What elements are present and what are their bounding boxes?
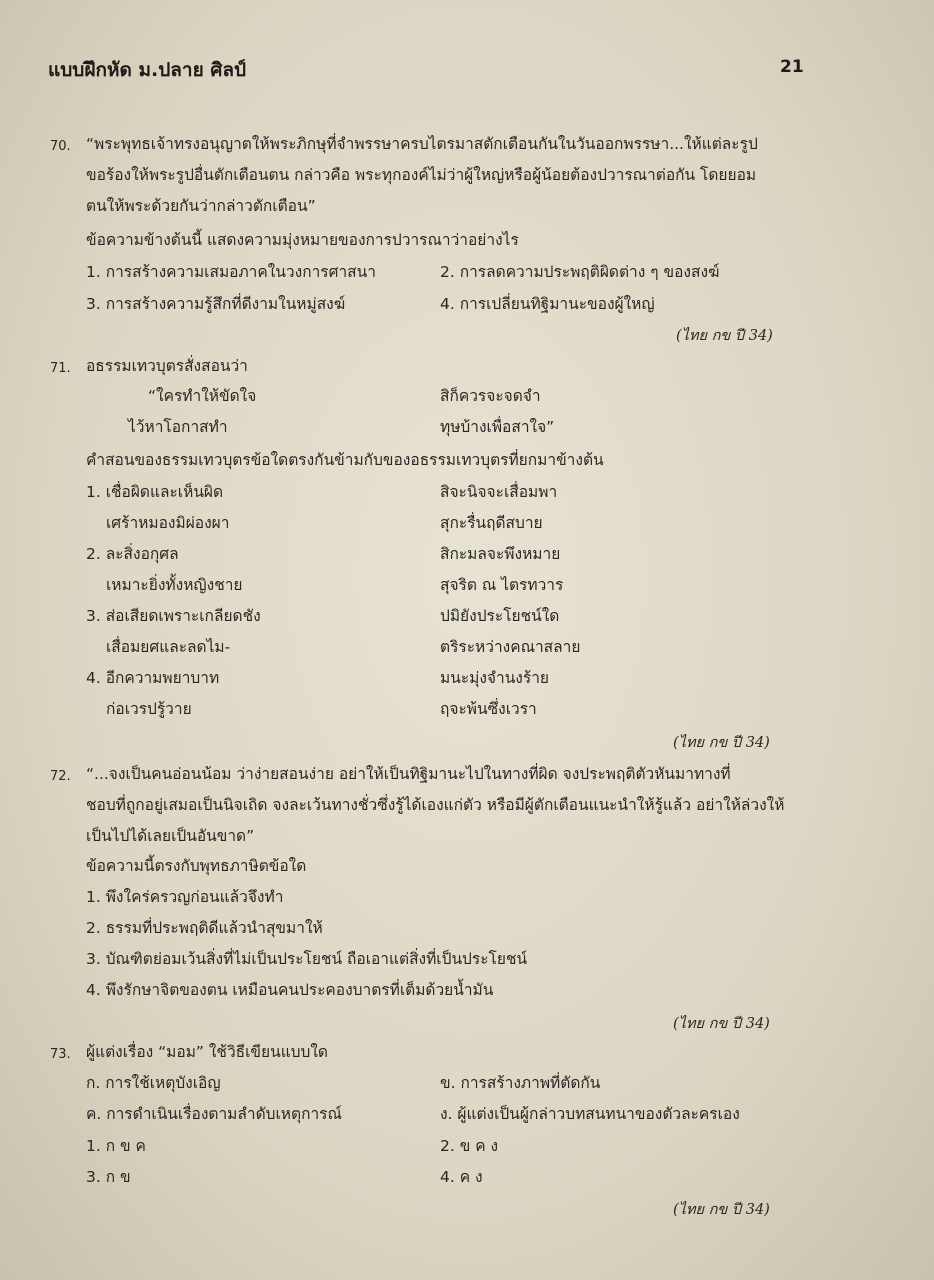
poem-line: ไว้หาโอกาสทำ [128,418,228,436]
answer-choice: 2. ข ค ง [440,1137,499,1155]
page-number: 21 [780,57,804,77]
statement-option: ง. ผู้แต่งเป็นผู้กล่าวบทสนทนาของตัวละครเอง [440,1105,740,1123]
question-text-line: ตนให้พระด้วยกันว่ากล่าวตักเตือน” [86,197,316,215]
answer-choice: 3. การสร้างความรู้สึกที่ดีงามในหมู่สงฆ์ [86,295,346,313]
answer-choice-verse: ฤจะพ้นซึ่งเวรา [440,700,537,718]
answer-choice-verse: ก่อเวรปรู้วาย [106,700,192,718]
answer-choice: 4. อีกความพยาบาท [86,669,220,687]
answer-choice: 3. บัณฑิตย่อมเว้นสิ่งที่ไม่เป็นประโยชน์ ถือเอาแต่สิ่งที่เป็นประโยชน์ [86,950,528,968]
answer-choice: 2. ธรรมที่ประพฤติดีแล้วนำสุขมาให้ [86,919,323,937]
statement-option: ก. การใช้เหตุบังเอิญ [86,1074,221,1092]
statement-option: ข. การสร้างภาพที่ตัดกัน [440,1074,601,1092]
source-citation: (ไทย กข ปี 34) [673,1202,770,1218]
answer-choice-verse: ตริระหว่างคณาสลาย [440,638,581,656]
answer-choice-verse: ปมิยังประโยชน์ใด [440,607,560,625]
source-citation: (ไทย กข ปี 34) [676,328,773,344]
poem-line: สิก็ควรจะจดจำ [440,387,541,405]
source-citation: (ไทย กข ปี 34) [673,1016,770,1032]
answer-choice: 2. ละสิ่งอกุศล [86,545,179,563]
answer-choice-verse: เหมาะยิ่งทั้งหญิงชาย [106,576,243,594]
answer-choice: 2. การลดความประพฤติผิดต่าง ๆ ของสงฆ์ [440,263,720,281]
page-title: แบบฝึกหัด ม.ปลาย ศิลป์ [48,59,247,81]
answer-choice-verse: มนะมุ่งจำนงร้าย [440,669,549,687]
question-text-line: เป็นไปได้เลยเป็นอันขาด” [86,827,255,845]
question-text-line: ขอร้องให้พระรูปอื่นตักเตือนตน กล่าวคือ พระทุกองค์ไม่ว่าผู้ใหญ่หรือผู้น้อยต้องปวารณาต่อกัน โดยยอม [86,166,757,184]
answer-choice: 1. เชื่อผิดและเห็นผิด [86,483,224,501]
question-number: 73. [50,1047,71,1062]
answer-choice: 1. การสร้างความเสมอภาคในวงการศาสนา [86,263,376,281]
poem-line: “ใครทำให้ขัดใจ [148,387,257,405]
answer-choice-verse: สิกะมลจะพึงหมาย [440,545,561,563]
question-number: 71. [50,361,71,376]
question-intro: อธรรมเทวบุตรสั่งสอนว่า [86,357,248,375]
question-text-line: ชอบที่ถูกอยู่เสมอเป็นนิจเถิด จงละเว้นทางชั่วซึ่งรู้ได้เองแก่ตัว หรือมีผู้ตักเตือนแนะนำให้รู้แล้ว อย่าให้ล่วงให้ [86,796,785,814]
source-citation: (ไทย กข ปี 34) [673,735,770,751]
question-number: 72. [50,769,71,784]
answer-choice: 3. ส่อเสียดเพราะเกลียดชัง [86,607,261,625]
answer-choice: 1. พึงใคร่ครวญก่อนแล้วจึงทำ [86,888,284,906]
answer-choice-verse: สุกะรื่นฤดีสบาย [440,514,543,532]
answer-choice: 4. ค ง [440,1168,483,1186]
answer-choice: 4. การเปลี่ยนทิฐิมานะของผู้ใหญ่ [440,295,655,313]
question-prompt: ข้อความนี้ตรงกับพุทธภาษิตข้อใด [86,857,307,875]
answer-choice: 4. พึงรักษาจิตของตน เหมือนคนประคองบาตรที่เต็มด้วยน้ำมัน [86,981,494,999]
question-prompt: ผู้แต่งเรื่อง “มอม” ใช้วิธีเขียนแบบใด [86,1043,328,1061]
question-prompt: ข้อความข้างต้นนี้ แสดงความมุ่งหมายของการปวารณาว่าอย่างไร [86,231,519,249]
question-text-line: “พระพุทธเจ้าทรงอนุญาตให้พระภิกษุที่จำพรรษาครบไตรมาสตักเตือนกันในวันออกพรรษา...ให้แต่ละรูป [86,135,758,153]
answer-choice-verse: สุจริต ณ ไตรทวาร [440,576,564,594]
answer-choice-verse: เสื่อมยศและลดไม- [106,638,231,656]
answer-choice-verse: สิจะนิจจะเสื่อมพา [440,483,558,501]
question-prompt: คำสอนของธรรมเทวบุตรข้อใดตรงกันข้ามกับของอธรรมเทวบุตรที่ยกมาข้างต้น [86,451,604,469]
poem-line: ทุษบ้างเพื่อสาใจ” [440,418,555,436]
answer-choice-verse: เศร้าหมองมิผ่องผา [106,514,230,532]
answer-choice: 1. ก ข ค [86,1137,146,1155]
answer-choice: 3. ก ข [86,1168,131,1186]
statement-option: ค. การดำเนินเรื่องตามลำดับเหตุการณ์ [86,1105,342,1123]
question-number: 70. [50,139,71,154]
question-text-line: “...จงเป็นคนอ่อนน้อม ว่าง่ายสอนง่าย อย่าให้เป็นทิฐิมานะไปในทางที่ผิด จงประพฤติตัวหันมาทางที่ [86,765,731,783]
